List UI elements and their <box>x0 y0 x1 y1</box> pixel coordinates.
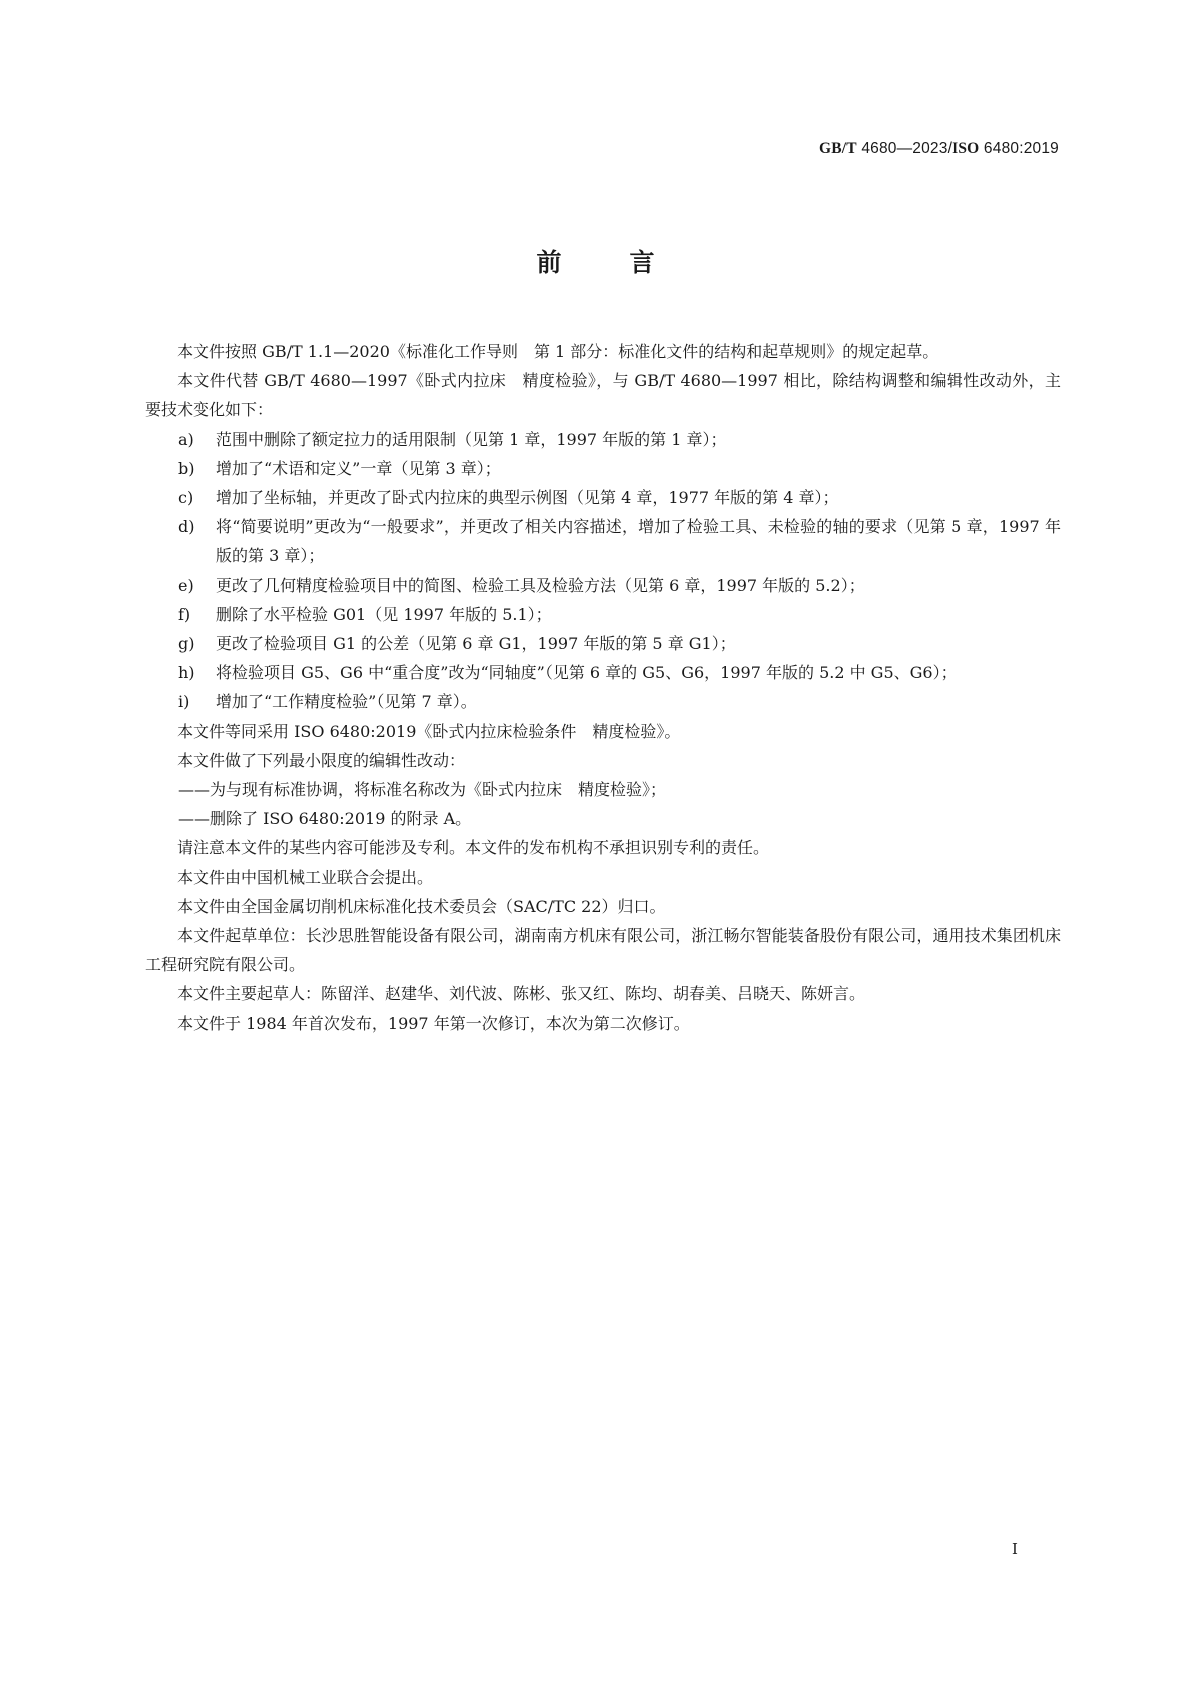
drafting-rules-paragraph: 本文件按照 GB/T 1.1—2020《标准化工作导则 第 1 部分：标准化文件的结构和起草规则》的规定起草。 <box>177 342 939 361</box>
drafters-paragraph: 本文件主要起草人：陈留洋、赵建华、刘代波、陈彬、张又红、陈均、胡春美、吕晓天、陈妍言。 <box>177 984 866 1004</box>
item-text: 更改了几何精度检验项目中的简图、检验工具及检验方法（见第 6 章，1997 年版的 5.2）； <box>216 575 865 595</box>
change-item <box>178 483 1061 512</box>
editorial-intro: 本文件做了下列最小限度的编辑性改动： <box>177 750 466 770</box>
history-paragraph: 本文件于 1984 年首次发布，1997 年第一次修订，本次为第二次修订。 <box>177 1013 690 1033</box>
std-number: 4680—2023/ <box>861 140 953 157</box>
item-label: i) <box>178 692 190 712</box>
standard-code <box>819 140 1059 158</box>
change-item <box>178 658 1061 687</box>
change-item <box>178 629 1061 658</box>
title-char-1: 前 <box>536 248 562 277</box>
item-label: a) <box>178 429 194 449</box>
item-label: f) <box>178 604 191 624</box>
page-number: I <box>1012 1540 1018 1558</box>
item-text: 增加了坐标轴，并更改了卧式内拉床的典型示例图（见第 4 章，1977 年版的第 4 章）； <box>216 488 839 508</box>
patent-notice: 请注意本文件的某些内容可能涉及专利。本文件的发布机构不承担识别专利的责任。 <box>177 838 770 858</box>
item-text: 删除了水平检验 G01（见 1997 年版的 5.1）； <box>216 604 552 624</box>
page-title <box>0 243 1191 279</box>
editorial-change-item: ——为与现有标准协调，将标准名称改为《卧式内拉床 精度检验》； <box>178 780 667 800</box>
std-prefix: GB/T <box>818 140 857 157</box>
item-label: b) <box>178 458 195 478</box>
editorial-change-item: ——删除了 ISO 6480:2019 的附录 A。 <box>178 809 472 829</box>
drafting-units-paragraph: 本文件起草单位：长沙思胜智能设备有限公司，湖南南方机床有限公司，浙江畅尔智能装备股份有限公司，通用技术集团机床工程研究院有限公司。 <box>145 926 1061 975</box>
change-item <box>178 600 1061 629</box>
foreword-body <box>145 337 1061 1038</box>
change-item <box>178 454 1061 483</box>
iso-prefix: ISO <box>952 140 980 157</box>
change-item <box>178 425 1061 454</box>
item-text: 增加了“术语和定义”一章（见第 3 章）； <box>216 458 501 478</box>
change-item <box>178 571 1061 600</box>
item-label: d) <box>178 517 195 537</box>
iso-number: 6480:2019 <box>983 140 1059 157</box>
item-label: g) <box>178 634 195 654</box>
item-text: 更改了检验项目 G1 的公差（见第 6 章 G1，1997 年版的第 5 章 G1）； <box>216 634 736 654</box>
item-text: 增加了“工作精度检验”（见第 7 章）。 <box>216 692 477 712</box>
change-item <box>178 512 1061 570</box>
item-text: 将“简要说明”更改为“一般要求”，并更改了相关内容描述，增加了检验工具、未检验的轴的要求（见第 5 章，1997 年版的第 3 章）； <box>216 517 1061 566</box>
title-char-2: 言 <box>629 248 655 277</box>
item-label: h) <box>178 663 195 683</box>
item-text: 范围中删除了额定拉力的适用限制（见第 1 章，1997 年版的第 1 章）； <box>216 429 727 449</box>
adoption-paragraph: 本文件等同采用 ISO 6480:2019《卧式内拉床检验条件 精度检验》。 <box>177 721 681 741</box>
item-label: c) <box>178 488 194 508</box>
change-item <box>178 687 1061 716</box>
replacement-paragraph: 本文件代替 GB/T 4680—1997《卧式内拉床 精度检验》，与 GB/T 4680—1997 相比，除结构调整和编辑性改动外，主要技术变化如下： <box>145 371 1061 420</box>
administrator-paragraph: 本文件由全国金属切削机床标准化技术委员会（SAC/TC 22）归口。 <box>177 896 666 916</box>
item-text: 将检验项目 G5、G6 中“重合度”改为“同轴度”（见第 6 章的 G5、G6，1997 年版的 5.2 中 G5、G6）； <box>216 663 957 683</box>
item-label: e) <box>178 575 194 595</box>
proposer-paragraph: 本文件由中国机械工业联合会提出。 <box>177 867 434 887</box>
